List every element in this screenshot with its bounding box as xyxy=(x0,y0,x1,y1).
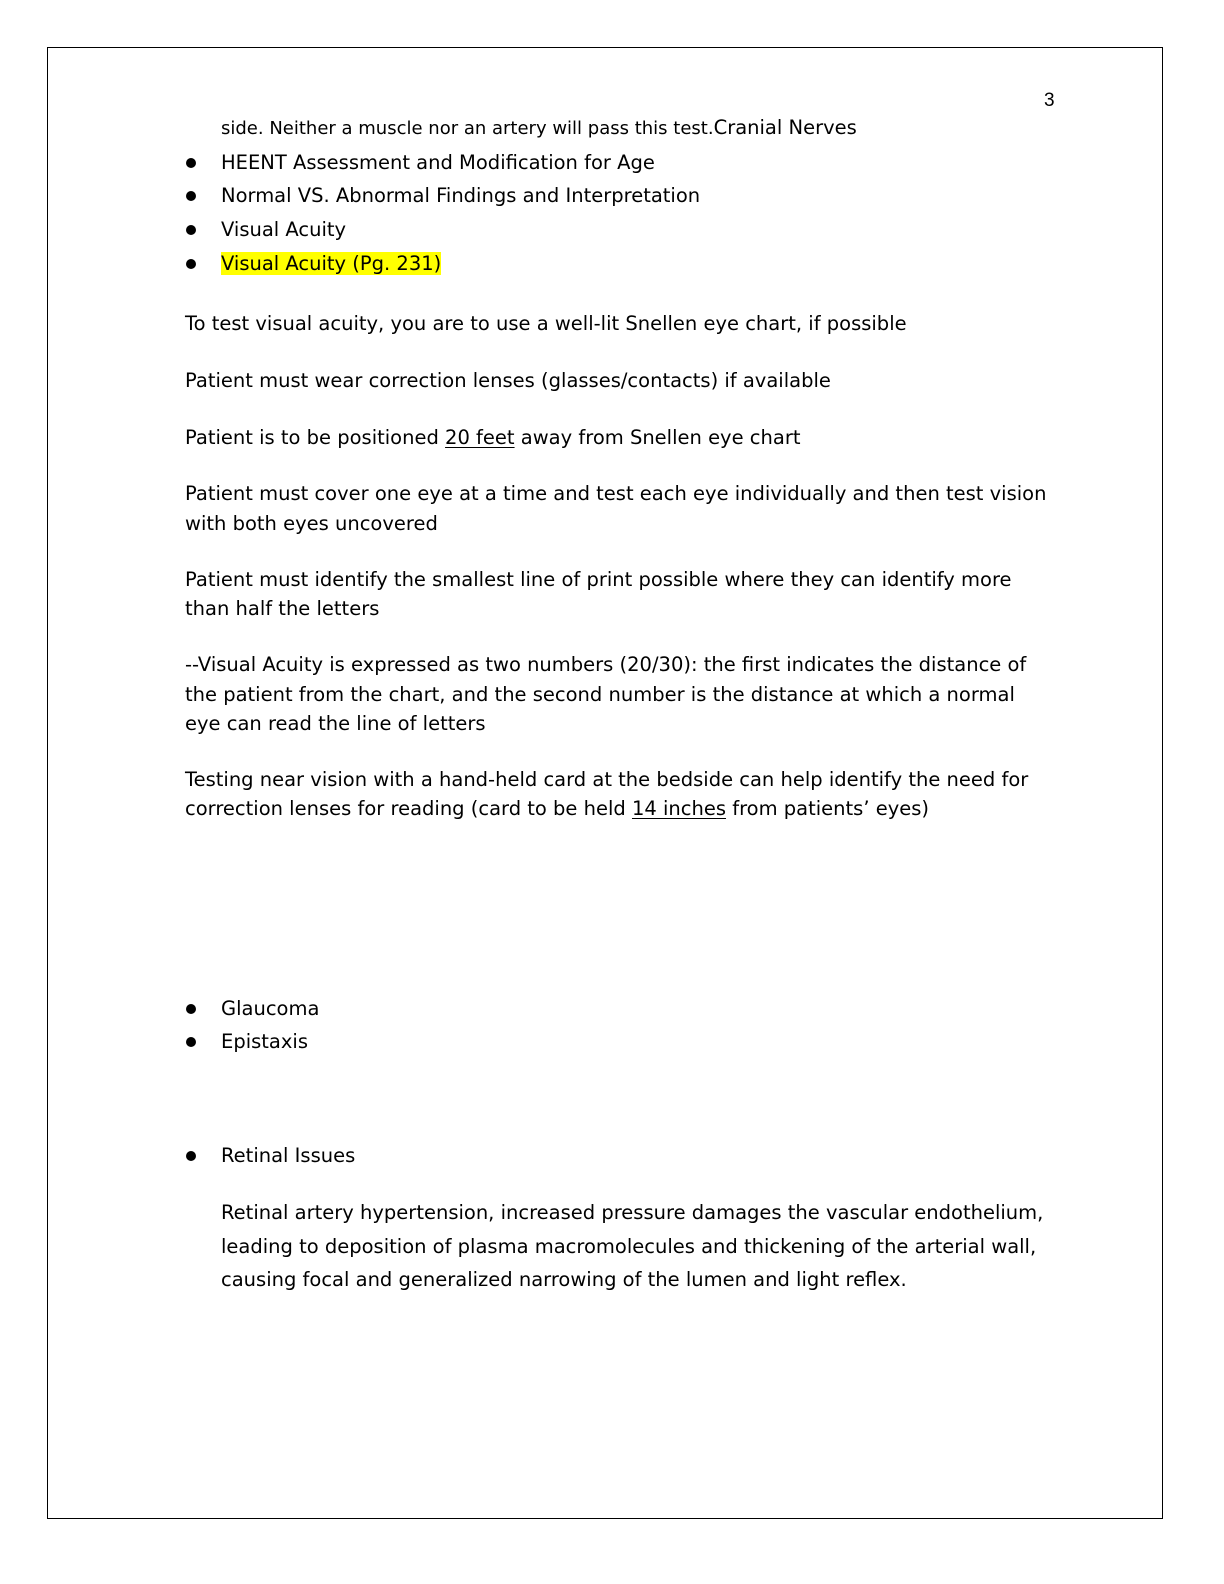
paragraph-4-line-2: with both eyes uncovered xyxy=(185,512,438,535)
bullet-item: Glaucoma xyxy=(221,997,320,1020)
continuation-line xyxy=(221,113,857,144)
bullet-dot xyxy=(186,158,196,168)
paragraph-3-text: Patient is to be positioned xyxy=(185,426,446,449)
bullet-item: Retinal Issues xyxy=(221,1144,356,1167)
bullet-dot xyxy=(186,1004,196,1014)
bullet-dot xyxy=(186,225,196,235)
bullet-item: Epistaxis xyxy=(221,1030,308,1053)
bullet-item: Normal VS. Abnormal Findings and Interpretation xyxy=(221,184,701,207)
highlighted-text: Visual Acuity (Pg. 231) xyxy=(221,252,442,275)
paragraph-6-line-3: eye can read the line of letters xyxy=(185,712,486,735)
paragraph-3 xyxy=(185,423,801,453)
paragraph-6-line-1: --Visual Acuity is expressed as two numbers (20/30): the first indicates the distance of xyxy=(185,653,1027,676)
bullet-dot xyxy=(186,191,196,201)
underlined-distance: 20 feet xyxy=(445,426,515,449)
paragraph-3-text-end: away from Snellen eye chart xyxy=(514,426,801,449)
paragraph-7-line-2 xyxy=(185,794,929,824)
retinal-line-2: leading to deposition of plasma macromolecules and thickening of the arterial wall, xyxy=(221,1235,1037,1258)
paragraph-7-text: correction lenses for reading (card to be held xyxy=(185,797,632,820)
paragraph-7-text-end: from patients’ eyes) xyxy=(726,797,930,820)
paragraph-5-line-1: Patient must identify the smallest line of print possible where they can identify more xyxy=(185,568,1012,591)
continuation-text: side. Neither a muscle nor an artery will pass this test. xyxy=(221,118,714,139)
bullet-dot xyxy=(186,1151,196,1161)
bullet-item: Visual Acuity xyxy=(221,218,347,241)
paragraph-1: To test visual acuity, you are to use a well-lit Snellen eye chart, if possible xyxy=(185,312,907,335)
paragraph-4-line-1: Patient must cover one eye at a time and test each eye individually and then test vision xyxy=(185,482,1047,505)
retinal-line-3: causing focal and generalized narrowing of the lumen and light reflex. xyxy=(221,1268,907,1291)
retinal-line-1: Retinal artery hypertension, increased pressure damages the vascular endothelium, xyxy=(221,1201,1044,1224)
page-number: 3 xyxy=(1044,90,1055,111)
bullet-dot xyxy=(186,259,196,269)
paragraph-5-line-2: than half the letters xyxy=(185,597,380,620)
underlined-distance: 14 inches xyxy=(631,797,727,820)
bullet-item: HEENT Assessment and Modification for Age xyxy=(221,151,655,174)
bullet-item-highlighted xyxy=(221,249,441,279)
continuation-trailing: Cranial Nerves xyxy=(713,116,857,139)
paragraph-6-line-2: the patient from the chart, and the second number is the distance at which a normal xyxy=(185,683,1015,706)
bullet-dot xyxy=(186,1037,196,1047)
paragraph-7-line-1: Testing near vision with a hand-held card at the bedside can help identify the need for xyxy=(185,768,1029,791)
paragraph-2: Patient must wear correction lenses (glasses/contacts) if available xyxy=(185,369,831,392)
